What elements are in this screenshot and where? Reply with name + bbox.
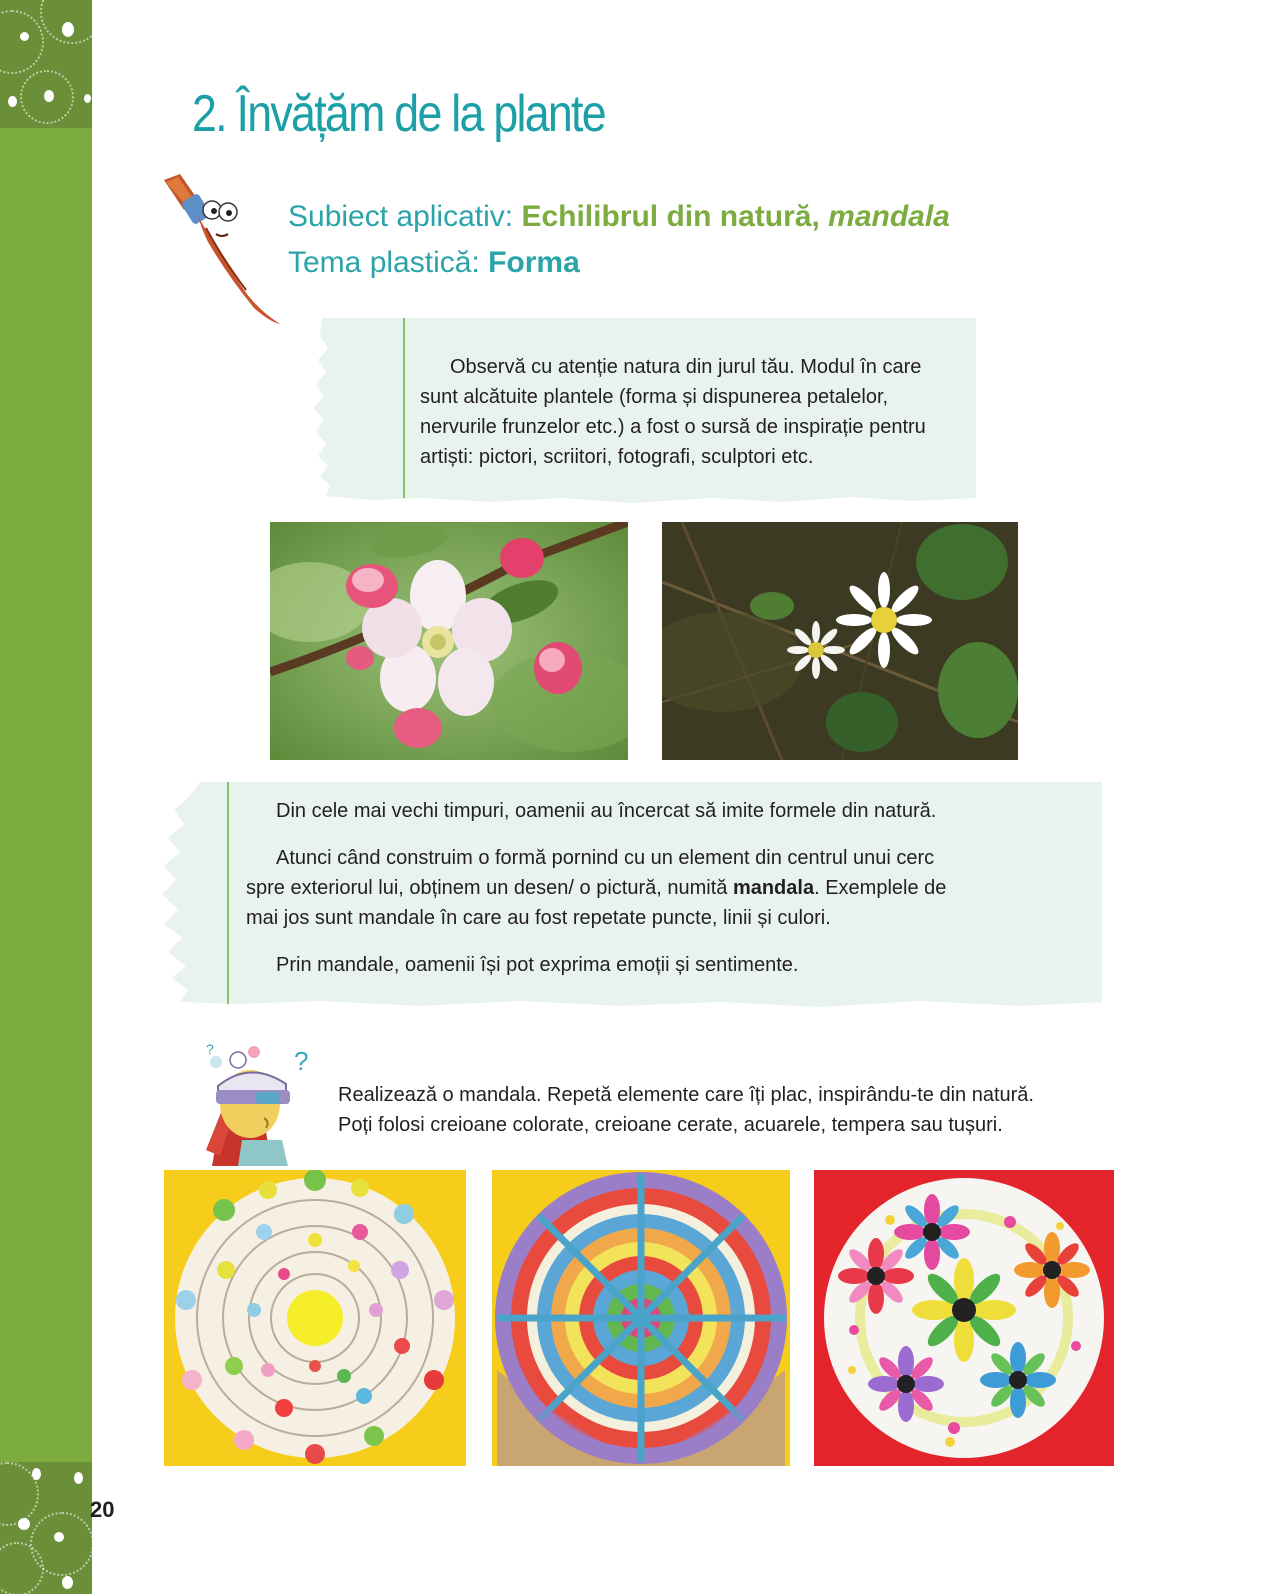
subject-block: [288, 194, 950, 286]
sidebar-top-pattern: [0, 0, 92, 128]
task-line-2: Poți folosi creioane colorate, creioane cerate, acuarele, tempera sau tușuri.: [338, 1114, 1003, 1136]
svg-text:?: ?: [294, 1046, 309, 1076]
page-number: 20: [90, 1497, 115, 1522]
info-paragraph-3: Prin mandale, oamenii își pot exprima emoții și sentimente.: [276, 954, 799, 976]
info-p2-text-before: Atunci când construim o formă pornind cu un element din centrul unui cerc spre exteriorul lui, obținem un desen/ o pictură, numită: [246, 847, 935, 899]
mandala-flowers-image: [814, 1170, 1114, 1466]
task-text: [338, 1080, 1034, 1140]
subject-value-italic: mandala: [828, 200, 950, 233]
mandala-stripes-image: [492, 1170, 790, 1466]
daisies-photo: [662, 522, 1018, 760]
left-sidebar-band: [0, 0, 92, 1594]
intro-note: [312, 318, 976, 506]
intro-note-text: Observă cu atenție natura din jurul tău. Modul în care sunt alcătuite plantele (forma și dispunerea petalelor, nervurile frunzelor etc.) a fost o sursă de inspirație pentru artiști: pictori, scriitori, fotografi, sculptori etc.: [420, 356, 926, 468]
theme-label: Tema plastică:: [288, 246, 489, 279]
apple-blossom-photo: [270, 522, 628, 760]
theme-value: Forma: [488, 246, 580, 279]
info-note-text-box: [246, 796, 966, 980]
info-note: [160, 782, 1102, 1010]
svg-text:?: ?: [206, 1041, 214, 1057]
info-p2-text-after: . Exemplele de mai jos sunt mandale în care au fost repetate puncte, linii și culori.: [246, 877, 947, 929]
task-line-1: Realizează o mandala. Repetă elemente care îți plac, inspirându-te din natură.: [338, 1084, 1034, 1106]
page-title: 2. Învățăm de la plante: [192, 85, 605, 143]
info-paragraph-2: [246, 843, 966, 933]
subject-line-1: [288, 194, 950, 240]
sidebar-bottom-pattern: [0, 1462, 92, 1594]
intro-note-text-box: [420, 352, 956, 472]
info-p2-bold-term: mandala: [732, 877, 815, 899]
mandala-dots-image: [164, 1170, 466, 1466]
paintbrush-character-icon: [158, 172, 286, 332]
info-paragraph-1: Din cele mai vechi timpuri, oamenii au încercat să imite formele din natură.: [276, 800, 937, 822]
thinking-child-icon: [202, 1040, 322, 1166]
subject-label: Subiect aplicativ:: [288, 200, 522, 233]
subject-line-2: [288, 240, 950, 286]
subject-value: Echilibrul din natură,: [521, 200, 829, 233]
